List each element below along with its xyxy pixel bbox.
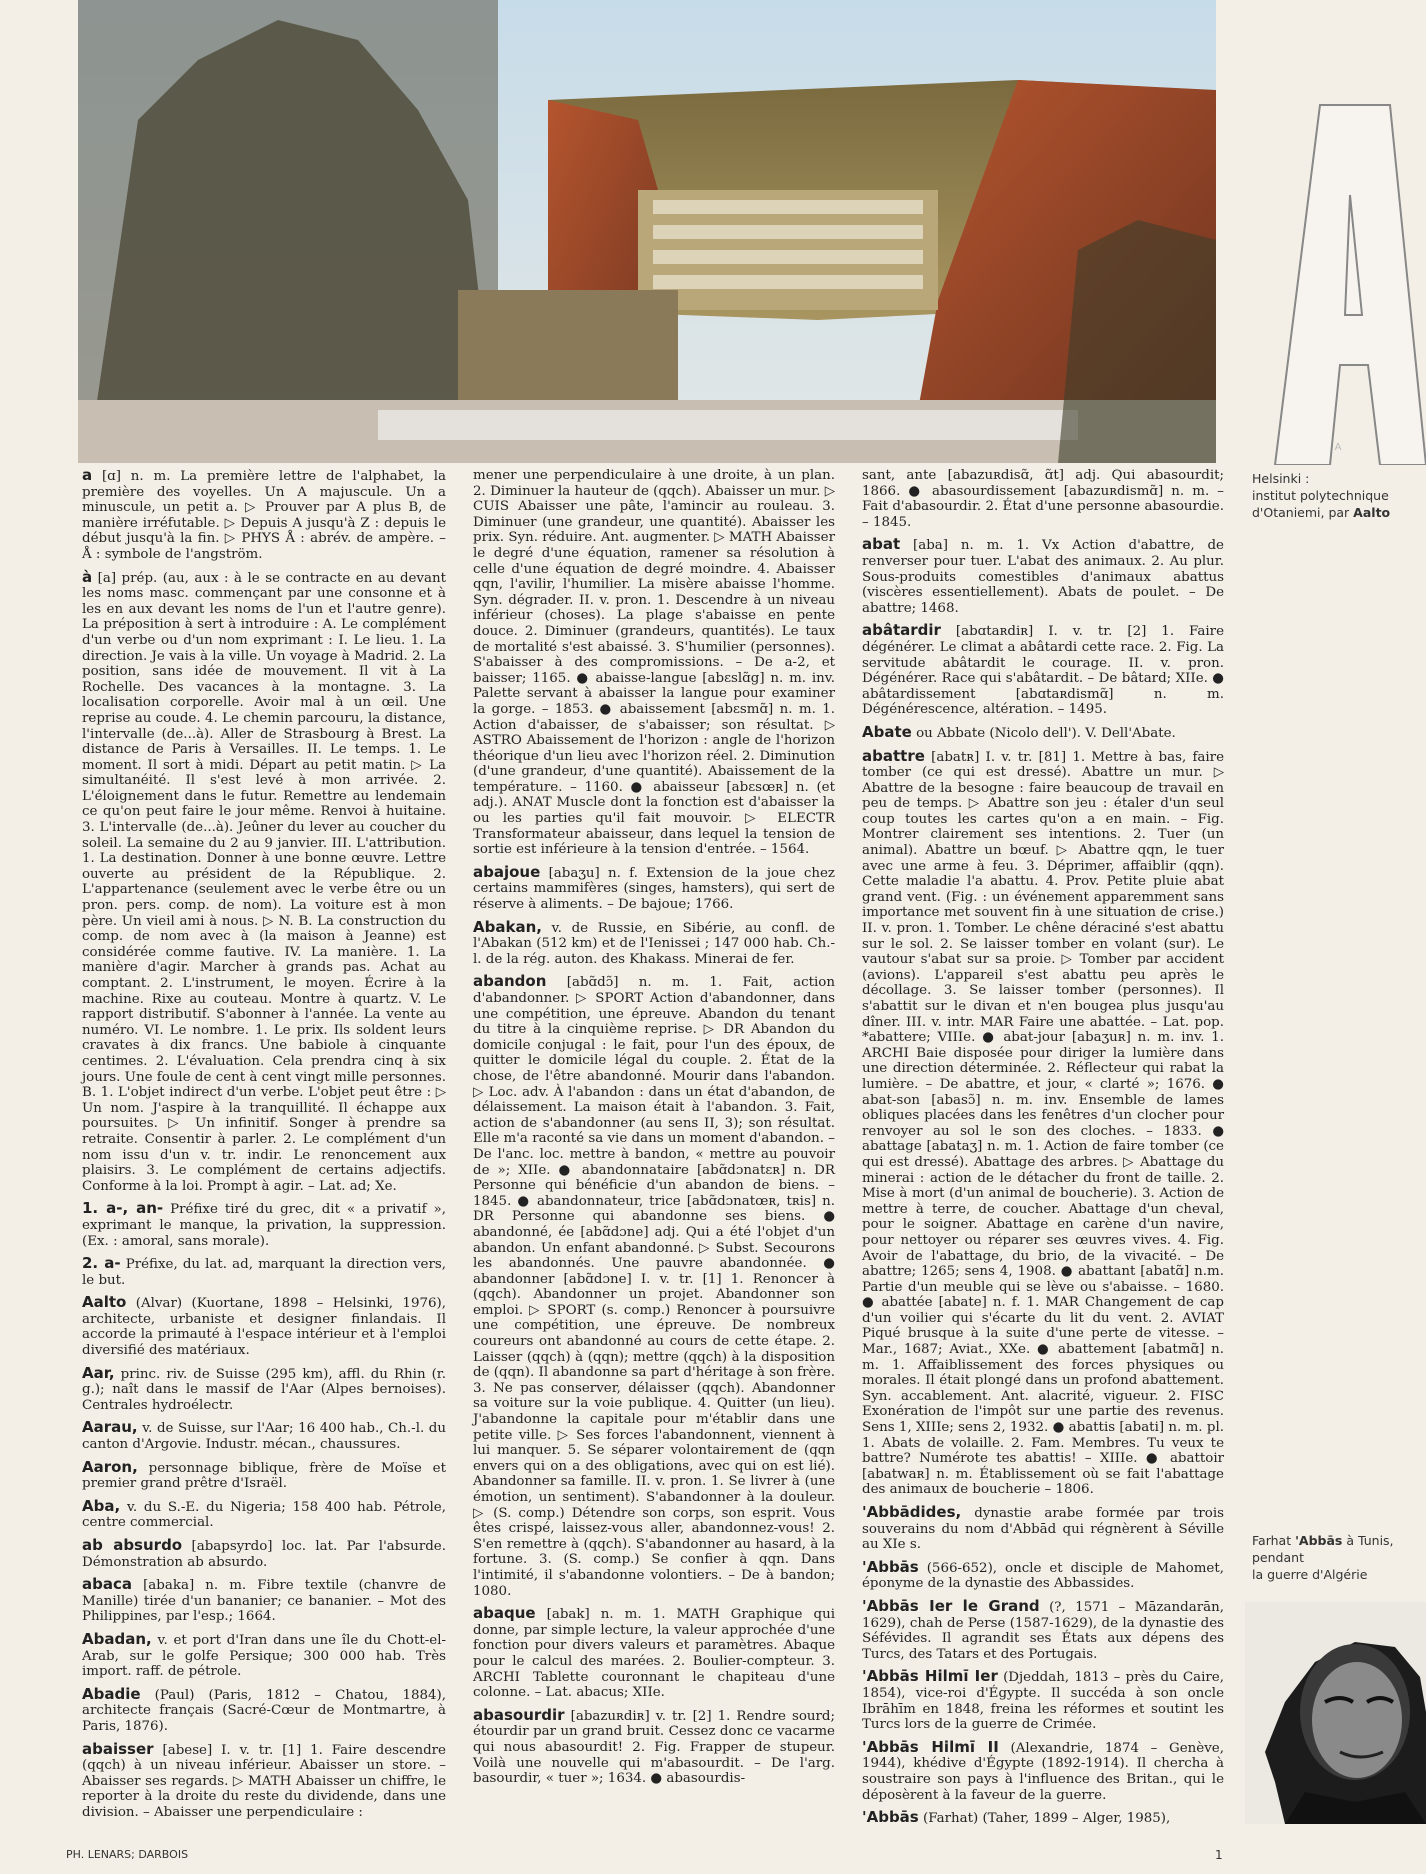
entry-definition: v. de Russie, en Sibérie, au confl. de l'Abakan (512 km) et de l'Ienissei ; 147 000 hab. Ch.-l. de la rég. auton. des Khakass. Minerai de fer. xyxy=(473,920,835,967)
entry-definition: [ɑ] n. m. La première lettre de l'alphabet, la première des voyelles. Un A majuscule. Un a minuscule, un petit a. ▷ Prouver par A plus B, de manière irréfutable. ▷ Depuis A jusqu'à Z : depuis le début jusqu'à la fin. ▷ PHYS Å : abrév. de ampère. – Å : symbole de l'angström. xyxy=(82,469,446,562)
dictionary-entry xyxy=(862,1810,1224,1827)
entry-definition: Préfixe tiré du grec, dit « a privatif », exprimant le manque, la privation, la suppression. (Ex. : amoral, sans morale). xyxy=(82,1202,446,1249)
entry-headword: Abadan, xyxy=(82,1629,152,1648)
entry-headword: 'Abbādides, xyxy=(862,1503,962,1521)
page-number: 1 xyxy=(1215,1848,1223,1862)
entry-definition: v. et port d'Iran dans une île du Chott-el-Arab, sur le golfe Persique; 300 000 hab. Très import. raff. de pétrole. xyxy=(82,1632,446,1680)
photo-caption-line2: institut polytechnique xyxy=(1252,488,1389,503)
entry-definition: (Alexandrie, 1874 – Genève, 1944), khédive d'Égypte (1892-1914). Il chercha à soustraire son pays à l'influence des Britan., qui le déposèrent à la faveur de la guerre. xyxy=(862,1740,1224,1803)
dictionary-entry xyxy=(473,862,835,913)
dictionary-entry xyxy=(473,1705,835,1787)
entry-definition: ou Abbate (Nicolo dell'). V. Dell'Abate. xyxy=(916,725,1176,741)
dictionary-entry xyxy=(862,722,1224,742)
portrait-photo xyxy=(1245,1602,1426,1824)
entry-definition: [abɑ̃dɔ̃] n. m. 1. Fait, action d'abandonner. ▷ SPORT Action d'abandonner, dans une compétition, une épreuve. Abandon du tenant du titre à la cinquième reprise. ▷ DR Abandon du domicile conjugal : le fait, pour l'un des époux, de quitter le domicile légal du couple. 2. État de la chose, de l'être abandonné. Mourir dans l'abandon. ▷ Loc. adv. À l'abandon : dans un état d'abandon, de délaissement. La maison était à l'abandon. 3. Fait, action de s'abandonner (au sens II, 3); son résultat. Elle m'a raconté sa vie dans un moment d'abandon. – De l'anc. loc. mettre à bandon, « mettre au pouvoir de »; XIIe. ● abandonnataire [abɑ̃dɔnatɛʀ] n. DR Personne qui bénéficie d'un abandon de biens. – 1845. ● abandonnateur, trice [abɑ̃dɔnatœʀ, tʀis] n. DR Personne qui abandonne ses biens. ● abandonné, ée [abɑ̃dɔne] adj. Qui a été l'objet d'un abandon. Un enfant abandonné. ▷ Subst. Secourons les abandonnés. Une pauvre abandonnée. ● abandonner [abɑ̃dɔne] I. v. tr. [1] 1. Renoncer à (qqch). Abandonner un projet. Abandonner son emploi. ▷ SPORT (s. comp.) Renoncer à poursuivre une compétition, une épreuve. De nombreux coureurs ont abandonné au cours de cette étape. 2. Laisser (qqch) à (qqn); mettre (qqch) à la disposition de (qqn). Il abandonne sa part d'héritage à son frère. 3. Ne pas conserver, délaisser (qqch). Abandonner sa voiture sur la voie publique. 4. Quitter (un lieu). J'abandonne la capitale pour m'établir dans une petite ville. ▷ Ses forces l'abandonnent, viennent à lui manquer. 5. Se séparer volontairement de (qqn envers qui on a des obligations, avec qui on est lié). Abandonner sa famille. II. v. pron. 1. Se livrer à (une émotion, un sentiment). S'abandonner à la douleur. ▷ (S. comp.) Détendre son corps, son esprit. Vous êtes crispé, laissez-vous aller, abandonnez-vous! 2. S'en remettre à (qqch). S'abandonner au hasard, à la fortune. 3. (S. comp.) Se confier à qqn. Dans l'intimité, il s'abandonne volontiers. – De à bandon; 1080. xyxy=(473,975,835,1599)
entry-definition: mener une perpendiculaire à une droite, à un plan. 2. Diminuer la hauteur de (qqch). Abaisser un mur. ▷ CUIS Abaisser une pâte, l'amincir au rouleau. 3. Diminuer (une grandeur, une quantité). Abaisser les prix. Syn. réduire. Ant. augmenter. ▷ MATH Abaisser le degré d'une équation, ramener sa résolution à celle d'une équation de degré moindre. 4. Abaisser qqn, l'avilir, l'humilier. La misère abaisse l'homme. Syn. dégrader. II. v. pron. 1. Descendre à un niveau inférieur (choses). La plage s'abaisse en pente douce. 2. Diminuer (grandeurs, quantités). Le taux de mortalité s'est abaissé. 3. S'humilier (personnes). S'abaisser à des compromissions. – De a-2, et baisser; 1165. ● abaisse-langue [abɛslɑ̃g] n. m. inv. Palette servant à abaisser la langue pour examiner la gorge. – 1853. ● abaissement [abɛsmɑ̃] n. m. 1. Action d'abaisser, de s'abaisser; son résultat. ▷ ASTRO Abaissement de l'horizon : angle de l'horizon théorique d'un lieu avec l'horizon réel. 2. Diminution (d'une grandeur, d'une quantité). Abaissement de la température. – 1160. ● abaisseur [abɛsœʀ] n. (et adj.). ANAT Muscle dont la fonction est d'abaisser la ou les parties qu'il fait mouvoir. ▷ ELECTR Transformateur abaisseur, dans lequel la tension de sortie est inférieure à la tension d'entrée. – 1564. xyxy=(473,468,835,858)
dictionary-entry xyxy=(82,1538,446,1570)
dictionary-entry xyxy=(82,1420,446,1452)
portrait-illustration xyxy=(1245,1602,1426,1824)
portrait-caption-line3: la guerre d'Algérie xyxy=(1252,1567,1368,1582)
dictionary-entry xyxy=(473,468,835,858)
entry-headword: 'Abbās xyxy=(862,1808,919,1827)
entry-definition: v. de Suisse, sur l'Aar; 16 400 hab., Ch.-l. du canton d'Argovie. Industr. mécan., chaussures. xyxy=(82,1421,446,1453)
column-3 xyxy=(862,468,1224,1834)
entry-headword: abattre xyxy=(862,746,925,765)
photo-caption-architect: Aalto xyxy=(1353,505,1391,520)
portrait-caption-line2: pendant xyxy=(1252,1550,1304,1565)
portrait-caption-pre: Farhat xyxy=(1252,1533,1292,1548)
letter-a-graphic xyxy=(1250,85,1426,465)
photo-caption xyxy=(1252,470,1422,521)
entry-definition: [aba] n. m. 1. Vx Action d'abattre, de renverser pour tuer. L'abat des animaux. 2. Au plur. Sous-produits comestibles d'animaux abattus (viscères essentiellement). Abats de poulet. – De abattre; 1468. xyxy=(862,538,1224,616)
building-photo xyxy=(78,0,1216,463)
dictionary-entry xyxy=(862,1557,1224,1592)
portrait-caption-post: à Tunis, xyxy=(1346,1533,1394,1548)
dictionary-entry xyxy=(82,1457,446,1492)
entry-headword: 1. a-, an- xyxy=(82,1199,164,1218)
entry-definition: [abak] n. m. 1. MATH Graphique qui donne, par simple lecture, la valeur approchée d'une fonction pour divers valeurs et paramètres. Abaque pour le calcul des marées. 2. Boulier-compteur. 3. ARCHI Tablette couronnant le chapiteau d'une colonne. – Lat. abacus; XIIe. xyxy=(473,1607,835,1701)
entry-headword: ab absurdo xyxy=(82,1536,183,1554)
dictionary-entry xyxy=(473,917,835,968)
entry-definition: [abese] I. v. tr. [1] 1. Faire descendre (qqch) à un niveau inférieur. Abaisser un store. – Abaisser ses regards. ▷ MATH Abaisser un chiffre, le reporter à la droite du reste du dividende, dans une division. – Abaisser une perpendiculaire : xyxy=(82,1742,446,1820)
entry-headword: abaca xyxy=(82,1575,132,1594)
dictionary-entry xyxy=(862,623,1224,718)
entry-headword: Aar, xyxy=(82,1363,115,1382)
entry-headword: abandon xyxy=(473,972,547,991)
photo-caption-line3: d'Otaniemi, par xyxy=(1252,505,1350,520)
entry-headword: à xyxy=(82,567,93,586)
entry-definition: personnage biblique, frère de Moïse et premier grand prêtre d'Israël. xyxy=(82,1460,446,1492)
dictionary-entry xyxy=(82,1496,446,1531)
dictionary-entry xyxy=(82,1363,446,1414)
dictionary-entry xyxy=(473,974,835,1599)
entry-headword: Abate xyxy=(862,722,912,741)
dictionary-entry xyxy=(82,468,446,563)
dictionary-entry xyxy=(82,1684,446,1735)
entry-headword: 'Abbās xyxy=(862,1557,919,1576)
dictionary-entry xyxy=(82,567,446,1195)
building-photo-illustration xyxy=(78,0,1216,463)
entry-headword: Aba, xyxy=(82,1496,121,1515)
entry-headword: 'Abbās Ier le Grand xyxy=(862,1596,1040,1615)
entry-definition: princ. riv. de Suisse (295 km), affl. du Rhin (r. g.); naît dans le massif de l'Aar (Alpes bernoises). Centrales hydroélectr. xyxy=(82,1366,446,1413)
entry-definition: [abɑtaʀdiʀ] I. v. tr. [2] 1. Faire dégénérer. Le climat a abâtardi cette race. 2. Fig. La servitude abâtardit le courage. II. v. pron. Dégénérer. Race qui s'abâtardit. – De bâtard; XIIe. ● abâtardissement [abɑtaʀdismɑ̃] n. m. Dégénérescence, altération. – 1495. xyxy=(862,624,1224,718)
entry-headword: abaque xyxy=(473,1604,536,1623)
dictionary-entry xyxy=(82,1629,446,1680)
entry-headword: abat xyxy=(862,535,901,554)
entry-headword: abajoue xyxy=(473,862,541,881)
entry-definition: dynastie arabe formée par trois souverains du nom d'Abbād qui régnèrent à Séville au XIe s. xyxy=(862,1506,1225,1553)
entry-headword: abasourdir xyxy=(473,1705,565,1724)
letter-a-glyph: A xyxy=(1334,442,1342,453)
entry-definition: [abapsyrdo] loc. lat. Par l'absurde. Démonstration ab absurdo. xyxy=(82,1539,446,1570)
entry-definition: [abaka] n. m. Fibre textile (chanvre de Manille) tirée d'un bananier; ce bananier. – Mot des Philippines, par l'esp.; 1664. xyxy=(82,1578,446,1625)
entry-definition: Préfixe, du lat. ad, marquant la direction vers, le but. xyxy=(82,1257,446,1288)
entry-headword: 2. a- xyxy=(82,1254,121,1273)
photo-credit: PH. LENARS; DARBOIS xyxy=(66,1848,189,1861)
dictionary-entry xyxy=(862,1669,1224,1732)
dictionary-entry xyxy=(862,1737,1224,1803)
entry-headword: a xyxy=(82,466,93,484)
entry-headword: Abakan, xyxy=(473,917,542,936)
entry-definition: v. du S.-E. du Nigeria; 158 400 hab. Pétrole, centre commercial. xyxy=(82,1499,446,1531)
entry-headword: Abadie xyxy=(82,1684,141,1703)
dictionary-entry xyxy=(82,1201,446,1249)
entry-definition: [abazuʀdiʀ] v. tr. [2] 1. Rendre sourd; étourdir par un grand bruit. Cessez donc ce vacarme qui nous abasourdit! 2. Fig. Frapper de stupeur. Voilà une nouvelle qui m'abasourdit. – De l'arg. basourdir, « tuer »; 1634. ● abasourdis- xyxy=(473,1708,835,1787)
dictionary-entry xyxy=(82,1739,446,1821)
dictionary-entry xyxy=(82,1577,446,1625)
portrait-caption xyxy=(1252,1532,1422,1583)
entry-headword: Aarau, xyxy=(82,1418,138,1437)
entry-headword: 'Abbās Hilmī Ier xyxy=(862,1667,998,1686)
photo-caption-line1: Helsinki : xyxy=(1252,471,1310,486)
dictionary-entry xyxy=(82,1295,446,1358)
dictionary-entry xyxy=(473,1606,835,1701)
dictionary-entry xyxy=(862,1505,1224,1553)
column-1 xyxy=(82,468,446,1828)
entry-definition: (Djeddah, 1813 – près du Caire, 1854), vice-roi d'Égypte. Il succéda à son oncle Ibrāhīm en 1848, freina les réformes et soutint les Turcs lors de la guerre de Crimée. xyxy=(862,1670,1224,1733)
entry-definition: (566-652), oncle et disciple de Mahomet, éponyme de la dynastie des Abbassides. xyxy=(862,1560,1224,1592)
entry-headword: 'Abbās Hilmī II xyxy=(862,1737,999,1756)
entry-definition: (Paul) (Paris, 1812 – Chatou, 1884), architecte français (Sacré-Cœur de Montmartre, à Paris, 1876). xyxy=(82,1687,446,1734)
entry-headword: abâtardir xyxy=(862,621,941,640)
entry-headword: Aalto xyxy=(82,1293,127,1312)
entry-definition: (Alvar) (Kuortane, 1898 – Helsinki, 1976), architecte, urbaniste et designer finlandais. Il accorde la primauté à l'espace intérieur et à l'emploi diversifié des matériaux. xyxy=(82,1296,446,1359)
dictionary-entry xyxy=(862,1596,1224,1662)
entry-headword: Aaron, xyxy=(82,1457,138,1476)
entry-definition: [abaʒu] n. f. Extension de la joue chez certains mammifères (singes, hamsters), qui sert de réserve à aliments. – De bajoue; 1766. xyxy=(473,865,835,913)
portrait-caption-name: 'Abbās xyxy=(1295,1533,1343,1548)
entry-definition: (?, 1571 – Māzandarān, 1629), chah de Perse (1587-1629), de la dynastie des Séfévides. Il agrandit ses États aux dépens des Turcs, des Tatars et des Portugais. xyxy=(862,1599,1224,1662)
entry-definition: [abatʀ] I. v. tr. [81] 1. Mettre à bas, faire tomber (ce qui est dressé). Abattre un mur. ▷ Abattre de la besogne : faire beaucoup de travail en peu de temps. ▷ Abattre son jeu : étaler d'un seul coup toutes les cartes qu'on a en main. – Fig. Montrer clairement ses intentions. 2. Tuer (un animal). Abattre un bœuf. ▷ Abattre qqn, le tuer avec une arme à feu. 3. Déprimer, affaiblir (qqn). Cette maladie l'a abattu. 4. Prov. Petite pluie abat grand vent. (Fig. : un événement apparemment sans importance met souvent fin à une situation de crise.) II. v. pron. 1. Tomber. Le chêne déraciné s'est abattu sur le sol. 2. Se laisser tomber en volant (sur). Le vautour s'abat sur sa proie. ▷ Tomber par accident (avions). L'appareil s'est abattu peu après le décollage. 3. Se laisser tomber (personnes). Il s'abattit sur le divan et n'en bougea plus jusqu'au dîner. III. v. intr. MAR Faire une abattée. – Lat. pop. *abattere; VIIIe. ● abat-jour [abaʒuʀ] n. m. inv. 1. ARCHI Baie disposée pour diriger la lumière dans une direction déterminée. 2. Réflecteur qui rabat la lumière. – De abattre, et jour, « clarté »; 1676. ● abat-son [abasɔ̃] n. m. inv. Ensemble de lames obliques placées dans les fenêtres d'un clocher pour renvoyer au sol le son des cloches. – 1833. ● abattage [abataʒ] n. m. 1. Action de faire tomber (ce qui est dressé). Abattage des arbres. ▷ Abattage du minerai : action de le détacher du front de taille. 2. Mise à mort (d'un animal de boucherie). 3. Action de mettre à terre, de coucher. Abattage d'un cheval, pour le soigner. Abattage en carène d'un navire, pour nettoyer ou réparer ses œuvres vives. 4. Fig. Avoir de l'abattage, du brio, de la vivacité. – De abattre; 1265; sens 4, 1908. ● abattant [abatɑ̃] n.m. Partie d'un meuble qui se lève ou s'abaisse. – 1680. ● abattée [abate] n. f. 1. MAR Changement de cap d'un voilier qui s'écarte du lit du vent. 2. AVIAT Piqué brusque à la suite d'une perte de vitesse. – Mar., 1687; Aviat., XXe. ● abattement [abatmɑ̃] n. m. 1. Affaiblissement des forces physiques ou morales. Il était plongé dans un profond abattement. Syn. accablement. Ant. alacrité, vigueur. 2. FISC Exonération de l'impôt sur une partie des revenus. Sens 1, XIIIe; sens 2, 1932. ● abattis [abati] n. m. pl. 1. Abats de volaille. 2. Fam. Membres. Tu veux te battre? Numérote tes abattis! – XIIIe. ● abattoir [abatwaʀ] n. m. Établissement où se fait l'abattage des animaux de boucherie – 1806. xyxy=(862,749,1224,1498)
entry-definition: sant, ante [abazuʀdisɑ̃, ɑ̃t] adj. Qui abasourdit; 1866. ● abasourdissement [abazuʀdismɑ̃] n. m. – Fait d'abasourdir. 2. État d'une personne abasourdie. – 1845. xyxy=(862,468,1224,530)
dictionary-entry xyxy=(862,468,1224,530)
dictionary-entry xyxy=(82,1256,446,1288)
dictionary-entry xyxy=(862,746,1224,1499)
entry-definition: (Farhat) (Taher, 1899 – Alger, 1985), xyxy=(923,1811,1171,1827)
column-2 xyxy=(473,468,835,1794)
entry-definition: [a] prép. (au, aux : à le se contracte en au devant les noms masc. commençant par une consonne et à les en aux devant les noms de l'un et l'autre genre). La préposition à sert à introduire : A. Le complément d'un verbe ou d'un nom exprimant : I. Le lieu. 1. La direction. Je vais à la ville. Un voyage à Madrid. 2. La position, sans idée de mouvement. Il vit à La Rochelle. Des vacances à la montagne. 3. La localisation corporelle. Avoir mal à un œil. Une reprise au coude. 4. Le chemin parcouru, la distance, l'intervalle (de...à). Aller de Strasbourg à Brest. La distance de Paris à Versailles. II. Le temps. 1. Le moment. Il sort à midi. Départ au petit matin. ▷ La simultanéité. Il s'est levé à mon arrivée. 2. L'éloignement dans le futur. Remettre au lendemain ce qu'on peut faire le jour même. Renvoi à huitaine. 3. L'intervalle (de...à). Jeûner du lever au coucher du soleil. La semaine du 2 au 9 janvier. III. L'attribution. 1. La destination. Donner à une bonne œuvre. Lettre ouverte au président de la République. 2. L'appartenance (seulement avec le verbe être ou un pron. pers. comp. de nom). La voiture est à mon père. Un vieil ami à nous. ▷ N. B. La construction du comp. de nom avec à (la maison à Jeanne) est considérée comme fautive. IV. La manière. 1. La manière d'agir. Marcher à grands pas. Achat au comptant. 2. L'instrument, le moyen. Écrire à la machine. Rixe au couteau. Montre à quartz. V. Le rapport distributif. S'abonner à l'année. La vente au numéro. VI. Le nombre. 1. Le prix. Ils soldent leurs cravates à dix francs. Une babiole à cinquante centimes. 2. L'évaluation. Cela prendra cinq à six jours. Une foule de cent à cent vingt mille personnes. B. 1. L'objet indirect d'un verbe. L'objet peut être : ▷ Un nom. J'aspire à la tranquillité. Il échappe aux poursuites. ▷ Un infinitif. Songer à prendre sa retraite. Consentir à parler. 2. Le complément d'un nom issu d'un v. tr. indir. Le renoncement aux plaisirs. 3. Le complément de certains adjectifs. Conforme à la loi. Prompt à agir. – Lat. ad; Xe. xyxy=(82,570,446,1194)
dictionary-entry xyxy=(862,537,1224,616)
entry-headword: abaisser xyxy=(82,1739,154,1758)
